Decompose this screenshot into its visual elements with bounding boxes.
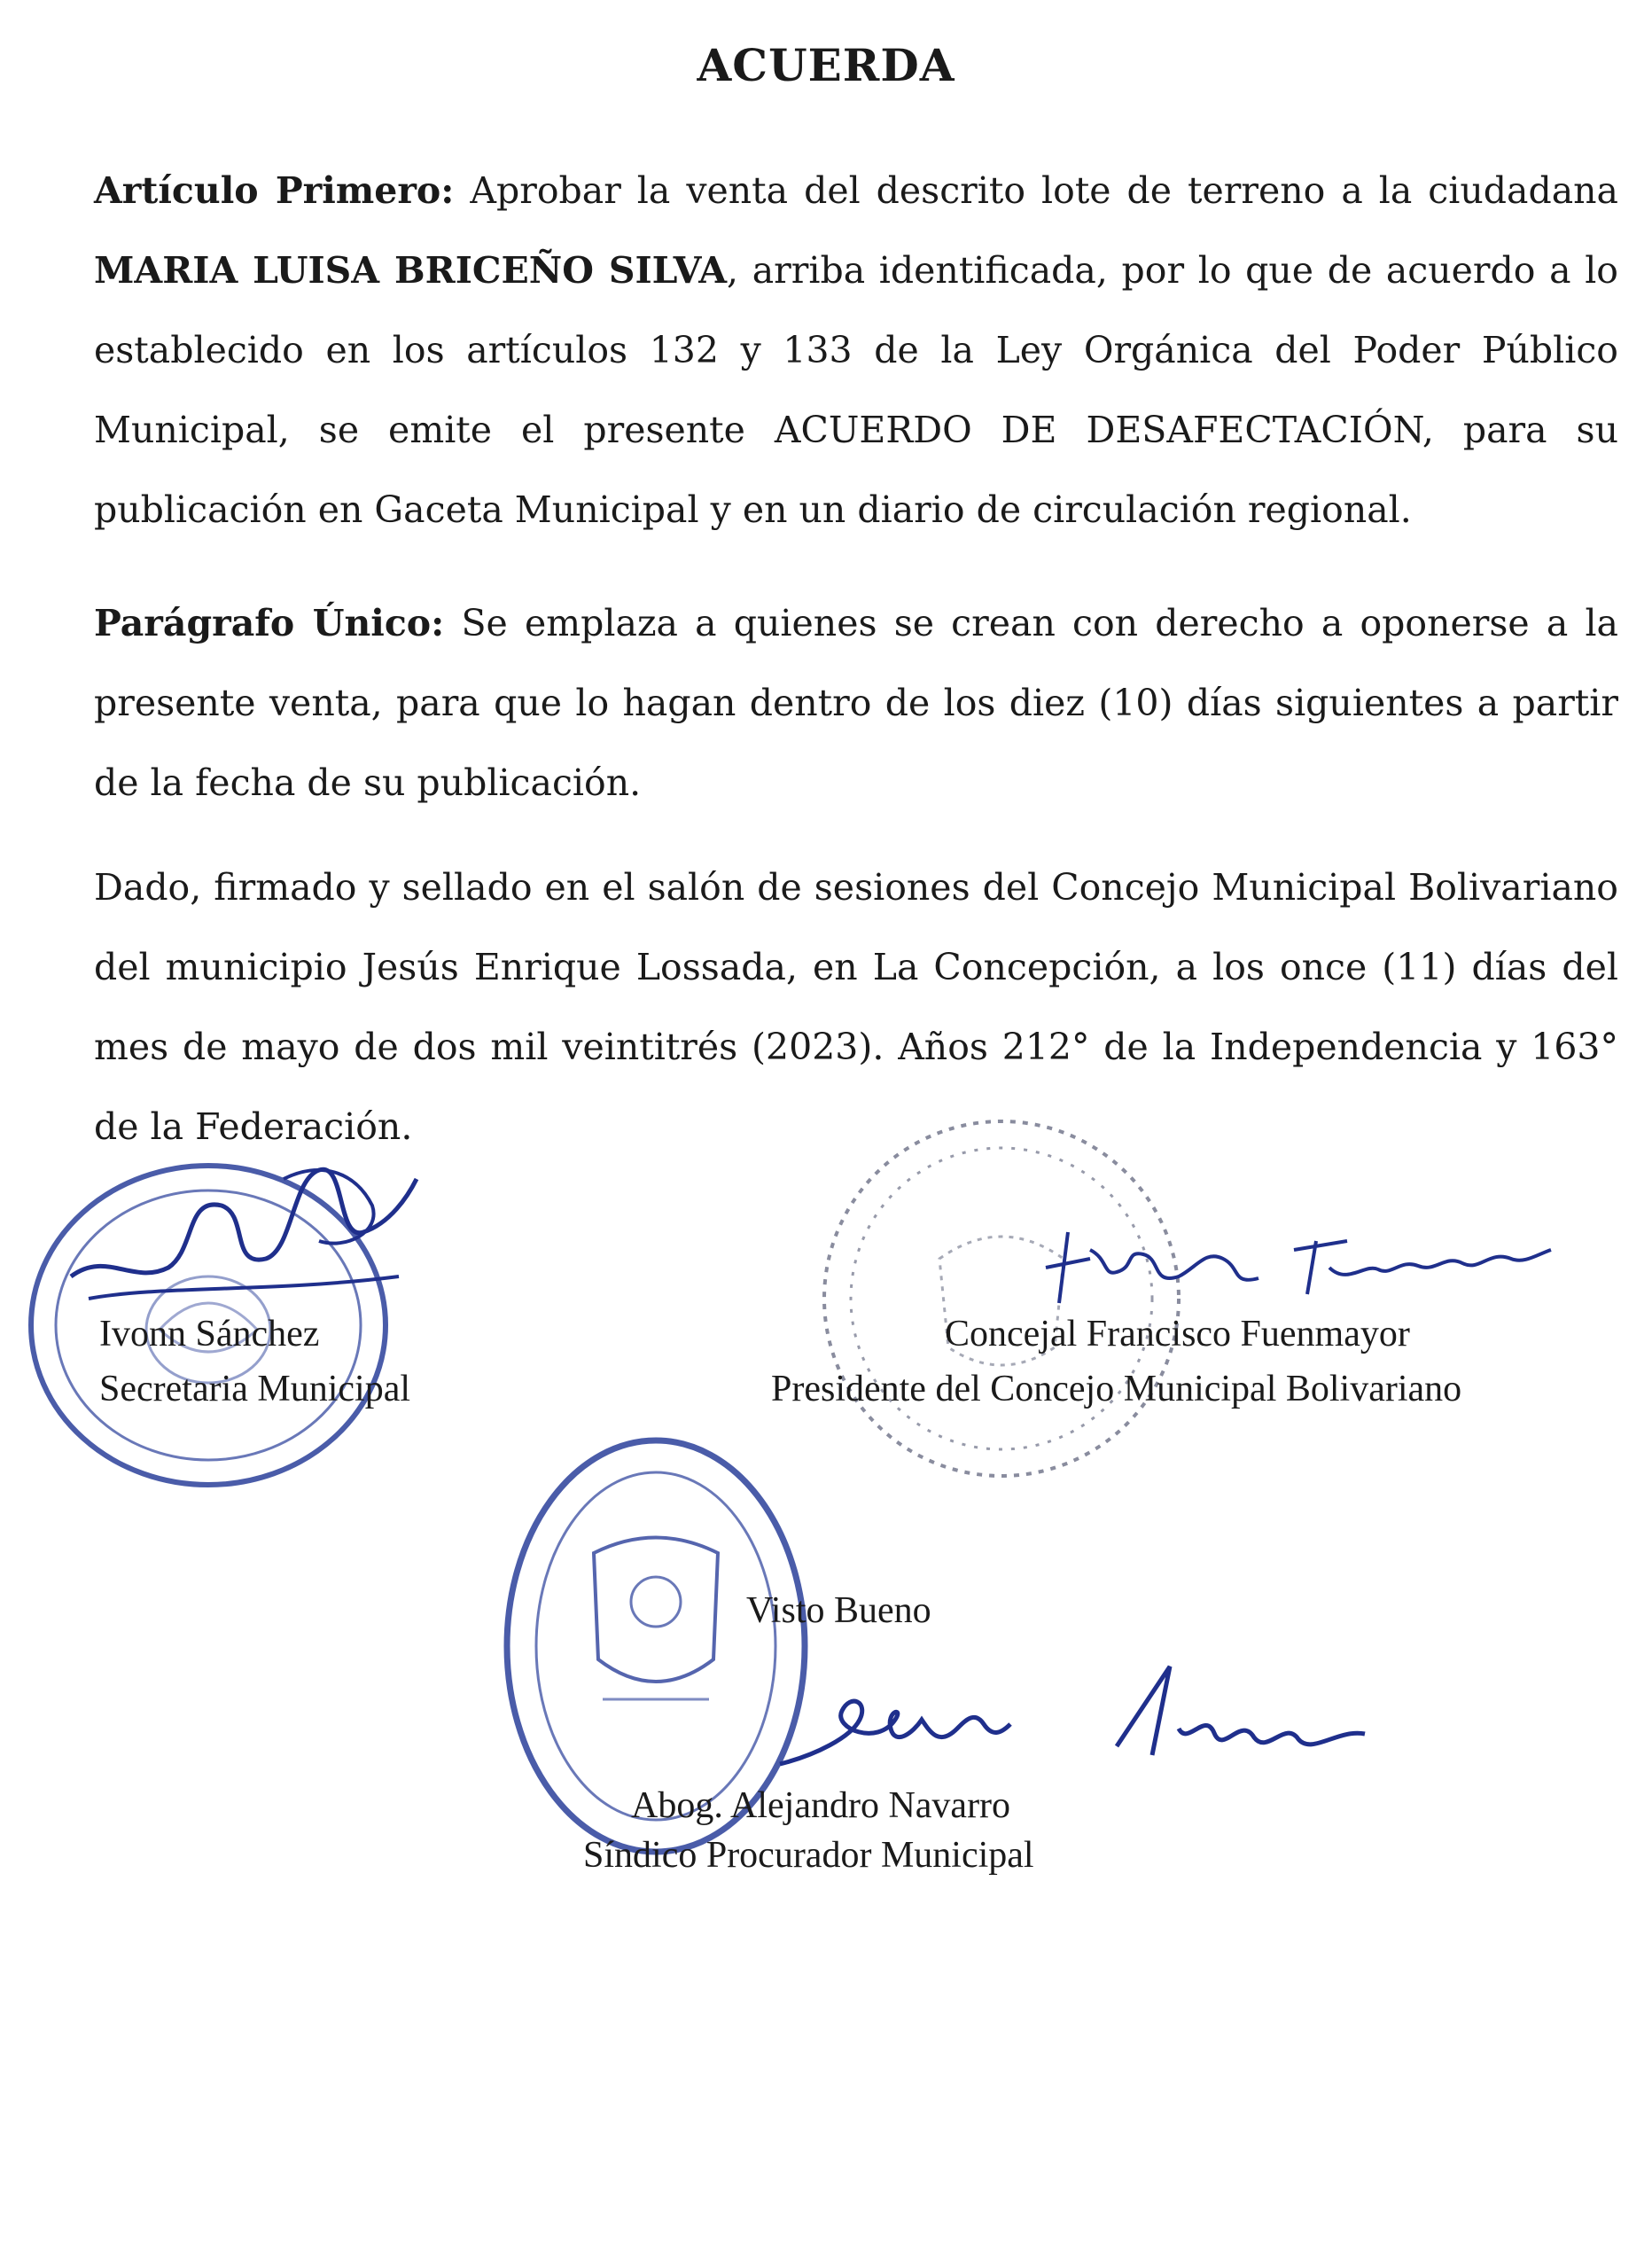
article-text-before-name: Aprobar la venta del descrito lote de terreno a la ciudadana [454,169,1618,212]
president-name: Concejal Francisco Fuenmayor [945,1314,1410,1354]
sole-paragraph-text: Se emplaza a quienes se crean con derecho a oponerse a la presente venta, para que lo hagan dentro de los diez (10) días siguientes a partir de la fecha de su publicación. [94,602,1618,804]
syndic-signature [762,1649,1383,1791]
sole-paragraph-label: Parágrafo Único: [94,602,445,644]
secretary-role: Secretaria Municipal [99,1369,411,1409]
president-role: Presidente del Concejo Municipal Bolivariano [771,1369,1462,1409]
syndic-name: Abog. Alejandro Navarro [631,1785,1011,1826]
article-label: Artículo Primero: [94,169,455,212]
article-first-paragraph [94,151,1618,550]
citizen-name: MARIA LUISA BRICEÑO SILVA [94,249,728,292]
syndic-role: Síndico Procurador Municipal [583,1835,1034,1876]
secretary-name: Ivonn Sánchez [99,1314,320,1354]
president-signature [1028,1214,1560,1321]
closing-paragraph: Dado, firmado y sellado en el salón de sesiones del Concejo Municipal Bolivariano del municipio Jesús Enrique Lossada, en La Concepción, a los once (11) días del mes de mayo de dos mil veintitrés (2023). Años 212° de la Independencia y 163° de la Federación. [94,866,1618,1148]
sole-paragraph [94,583,1618,823]
article-text-after-name: , arriba identificada, por lo que de acuerdo a lo establecido en los artículos 132 y 133 de la Ley Orgánica del Poder Público Municipal, se emite el presente ACUERDO DE DESAFECTACIÓN, para su publicación en Gaceta Municipal y en un diario de circulación regional. [94,249,1618,531]
document-title: ACUERDA [697,39,955,91]
approval-label: Visto Bueno [746,1590,931,1631]
